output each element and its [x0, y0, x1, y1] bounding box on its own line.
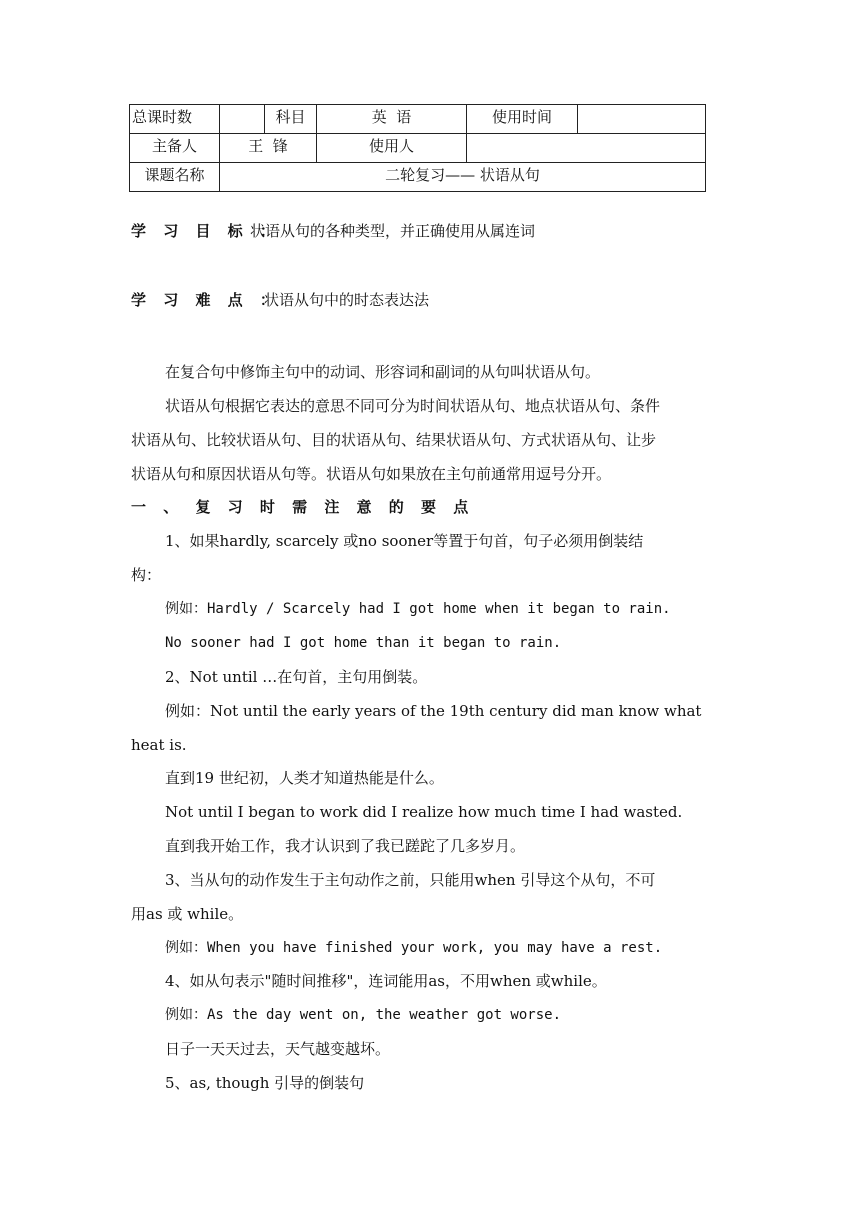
example-1a: 例如：Hardly / Scarcely had I got home when it began to rain.: [165, 601, 671, 617]
info-row-1: [130, 105, 706, 134]
subject-label: 科目: [265, 105, 317, 134]
example-2c: 直到19 世纪初，人类才知道热能是什么。: [165, 769, 444, 787]
paragraph-types-line2: 状语从句、比较状语从句、目的状语从句、结果状语从句、方式状语从句、让步: [131, 431, 657, 449]
point-5: 5、as, though 引导的倒装句: [165, 1074, 365, 1092]
goal-label: 学 习 目 标 ：: [131, 222, 281, 240]
goal-text: 状语从句的各种类型，并正确使用从属连词: [250, 222, 536, 240]
example-1b: No sooner had I got home than it began to rain.: [165, 635, 562, 651]
example-4a: 例如：As the day went on, the weather got worse.: [165, 1007, 562, 1023]
example-2e: 直到我开始工作，我才认识到了我已蹉跎了几多岁月。: [165, 837, 526, 855]
info-row-3: [130, 163, 706, 192]
point-3-line2: 用as 或 while。: [131, 905, 244, 923]
point-1-line2: 构：: [131, 566, 162, 584]
point-4: 4、如从句表示"随时间推移"，连词能用as，不用when 或while。: [165, 972, 607, 990]
info-row-2: [130, 134, 706, 163]
preparer-label: 主备人: [130, 134, 220, 163]
topic-value: 二轮复习—— 状语从句: [220, 163, 706, 192]
topic-label: 课题名称: [130, 163, 220, 192]
example-4b: 日子一天天过去，天气越变越坏。: [165, 1040, 391, 1058]
example-2d: Not until I began to work did I realize how much time I had wasted.: [165, 803, 683, 821]
subject-value: 英 语: [317, 105, 467, 134]
user-value: [467, 134, 706, 163]
section-heading-1: 一 、 复 习 时 需 注 意 的 要 点: [131, 498, 475, 516]
user-label: 使用人: [317, 134, 467, 163]
use-time-label: 使用时间: [467, 105, 578, 134]
point-1-line1: 1、如果hardly, scarcely 或no sooner等置于句首，句子必须用倒装结: [165, 532, 644, 550]
lesson-info-table: [129, 104, 706, 192]
point-2: 2、Not until …在句首，主句用倒装。: [165, 668, 428, 686]
example-2b: heat is.: [131, 736, 187, 754]
difficulty-text: 状语从句中的时态表达法: [264, 291, 430, 309]
difficulty-label: 学 习 难 点 ：: [131, 291, 281, 309]
total-hours-value: [220, 105, 265, 134]
total-hours-label: 总课时数: [130, 105, 220, 134]
preparer-value: 王 锋: [220, 134, 317, 163]
example-3: 例如：When you have finished your work, you may have a rest.: [165, 940, 663, 956]
example-2a: 例如：Not until the early years of the 19th century did man know what: [165, 702, 702, 720]
paragraph-definition: 在复合句中修饰主句中的动词、形容词和副词的从句叫状语从句。: [165, 363, 601, 381]
point-3-line1: 3、当从句的动作发生于主句动作之前，只能用when 引导这个从句，不可: [165, 871, 656, 889]
paragraph-types-line3: 状语从句和原因状语从句等。状语从句如果放在主句前通常用逗号分开。: [131, 465, 612, 483]
use-time-value: [578, 105, 706, 134]
paragraph-types-line1: 状语从句根据它表达的意思不同可分为时间状语从句、地点状语从句、条件: [165, 397, 661, 415]
